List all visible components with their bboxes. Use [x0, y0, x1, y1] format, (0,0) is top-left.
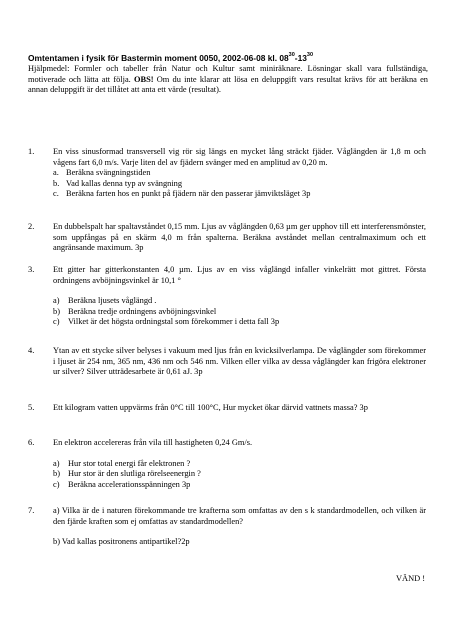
part-text: Vilket är det högsta ordningstal som förekommer i detta fall 3p [68, 317, 280, 327]
question-4 [28, 346, 426, 378]
part-text: Hur stor total energi får elektronen ? [68, 458, 191, 468]
part-text: Vad kallas denna typ av svängning [66, 178, 183, 188]
part-label: a) [53, 458, 60, 468]
part-label: c) [53, 317, 60, 327]
question-text: Ett gitter har gitterkonstanten 4,0 µm. Ljus av en viss våglängd infaller vinkelrätt mot gittret. Första ordningens avböjningsvinkel är 10,1 ° [53, 265, 426, 285]
question-number: 1. [28, 147, 35, 156]
question-text: Ett kilogram vatten uppvärms från 0°C till 100°C, Hur mycket ökar därvid vattnets massa? 3p [53, 403, 368, 412]
exam-title [28, 53, 448, 63]
question-part [53, 317, 426, 328]
part-label: b. [53, 178, 60, 188]
instructions-text: Hjälpmedel: Formler och tabeller från Natur och Kultur samt miniräknare. Lösningar skall vara fullständiga, motiverade och lätta att följa. [28, 64, 428, 84]
question-part [53, 189, 426, 200]
question-part [53, 459, 426, 470]
question-part [53, 179, 426, 190]
part-text: Hur stor är den slutliga rörelseenergin ? [68, 469, 201, 479]
question-7 [28, 506, 426, 548]
part-text: Beräkna accelerationsspänningen 3p [68, 479, 191, 489]
part-text: Beräkna tredje ordningens avböjningsvinkel [68, 306, 217, 316]
part-text: Beräkna svängningstiden [66, 168, 151, 178]
part-label: b) [53, 469, 60, 479]
question-number: 5. [28, 403, 35, 412]
part-label: b) [53, 306, 60, 316]
part-label: a) [53, 296, 60, 306]
question-3 [28, 265, 426, 328]
question-text: En viss sinusformad transversell vig rör sig längs en mycket lång sträckt fjäder. Våglängden är 1,8 m och vågens fart 6,0 m/s. Varje liten del av fjädern svänger med en amplitud av 0,20 m. [53, 147, 426, 167]
question-number: 2. [28, 222, 35, 231]
question-part [53, 307, 426, 318]
title-time-end: -13 [294, 53, 307, 63]
question-number: 6. [28, 438, 35, 447]
question-1 [28, 147, 426, 200]
title-text: Omtentamen i fysik för Bastermin moment 0050, 2002-06-08 kl. 08 [28, 53, 289, 63]
instructions-paragraph [28, 64, 428, 96]
question-text: En elektron accelereras från vila till hastigheten 0,24 Gm/s. [53, 438, 253, 447]
turn-page-label: VÄND ! [396, 574, 426, 583]
question-2 [28, 222, 426, 254]
part-label: a. [53, 168, 59, 178]
obs-label: OBS! [133, 74, 154, 84]
question-part [53, 296, 426, 307]
question-part [53, 168, 426, 179]
title-time-start-sup: 30 [288, 52, 295, 59]
question-part-b: b) Vad kallas positronens antipartikel?2p [53, 537, 190, 547]
question-number: 3. [28, 265, 35, 274]
instructions-note: Om du inte klarar att lösa en deluppgift vars resultat krävs för att beräkna en annan deluppgift är det tillåtet att anta ett värde (resultat). [28, 74, 428, 95]
question-text: a) Vilka är de i naturen förekommande tre krafterna som omfattas av den s k standardmodellen, och vilken är den fjärde kraften som ej omfattas av standardmodellen? [53, 506, 426, 526]
question-5 [28, 403, 426, 414]
title-time-end-sup: 30 [306, 52, 314, 59]
question-text: Ytan av ett stycke silver belyses i vakuum med ljus från en kvicksilverlampa. De våglängder som förekommer i ljuset är 254 nm, 365 nm, 436 nm och 546 nm. Vilken eller vilka av dessa våglängder kan frigöra elektroner ur silver? Silver utträdesarbete är 0,61 aJ. 3p [53, 346, 426, 377]
question-6 [28, 438, 426, 490]
part-label: c. [53, 189, 59, 199]
question-text: En dubbelspalt har spaltavståndet 0,15 mm. Ljus av våglängden 0,63 µm ger upphov till ett interferensmönster, som uppfångas på en skärm 4,0 m från spalterna. Beräkna avståndet mellan centralmaximum och ett angränsande maximum. 3p [53, 222, 426, 253]
question-number: 4. [28, 346, 35, 355]
question-part [53, 469, 426, 480]
question-part [53, 480, 426, 491]
part-text: Beräkna ljusets våglängd . [68, 296, 157, 306]
part-text: Beräkna farten hos en punkt på fjädern när den passerar jämviktsläget 3p [66, 189, 311, 199]
question-number: 7. [28, 506, 35, 515]
part-label: c) [53, 479, 60, 489]
